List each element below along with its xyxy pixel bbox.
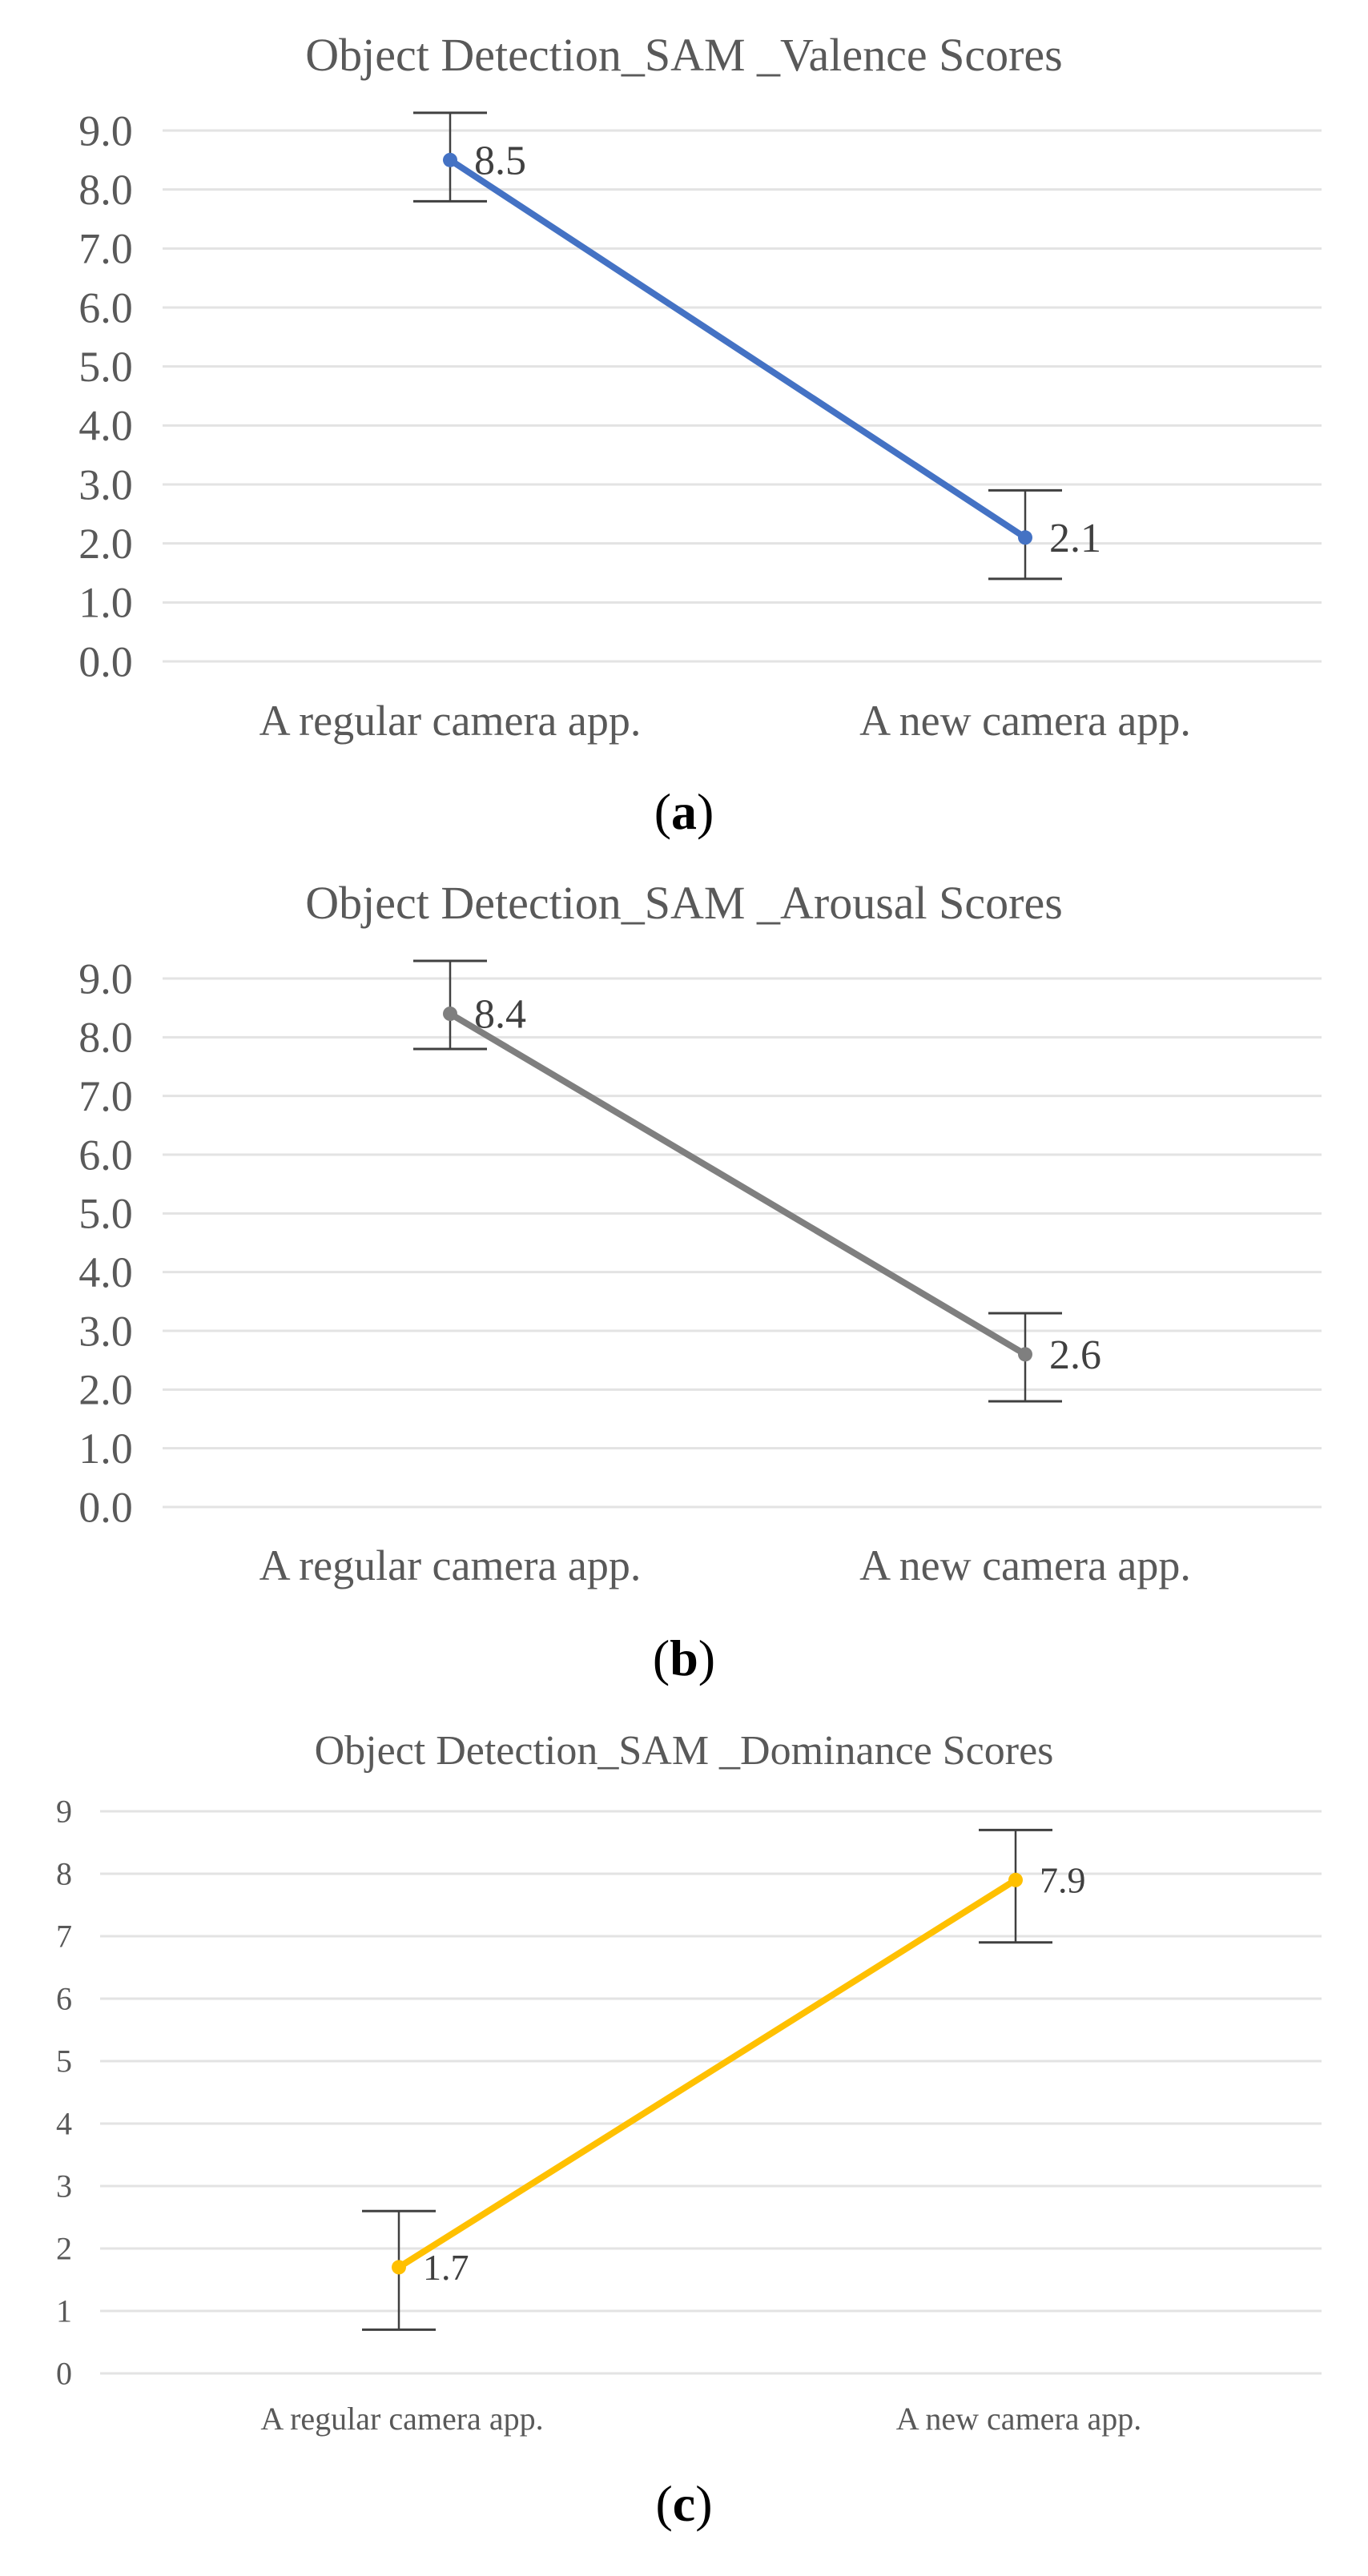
y-tick-label: 9	[56, 1793, 72, 1830]
chart-dominance	[56, 1728, 1322, 2532]
chart-title: Object Detection_SAM _Dominance Scores	[314, 1728, 1054, 1774]
y-tick-label: 3	[56, 2168, 72, 2204]
y-tick-label: 8.0	[78, 1013, 133, 1062]
y-tick-label: 5	[56, 2043, 72, 2080]
y-tick-label: 6.0	[78, 1131, 133, 1179]
chart-title: Object Detection_SAM _Arousal Scores	[305, 877, 1063, 929]
y-tick-label: 1	[56, 2293, 72, 2329]
data-label: 1.7	[423, 2247, 469, 2289]
y-tick-label: 5.0	[78, 1189, 133, 1238]
data-label: 8.5	[474, 138, 526, 184]
data-point-marker	[1018, 1347, 1032, 1361]
chart-title: Object Detection_SAM _Valence Scores	[305, 29, 1063, 81]
y-tick-label: 0	[56, 2355, 72, 2392]
y-tick-label: 3.0	[78, 460, 133, 509]
series-line	[450, 1014, 1025, 1354]
panel-caption: (a)	[654, 783, 714, 840]
data-label: 8.4	[474, 991, 526, 1038]
y-tick-label: 4	[56, 2105, 72, 2142]
y-tick-label: 2.0	[78, 1365, 133, 1414]
y-tick-label: 6.0	[78, 283, 133, 332]
series-line	[450, 160, 1025, 537]
x-category-label: A regular camera app.	[260, 2401, 544, 2437]
y-tick-label: 4.0	[78, 401, 133, 450]
y-tick-label: 9.0	[78, 954, 133, 1003]
y-tick-label: 7.0	[78, 224, 133, 273]
y-tick-label: 5.0	[78, 343, 133, 392]
y-tick-label: 8.0	[78, 166, 133, 215]
y-tick-label: 9.0	[78, 106, 133, 155]
y-tick-label: 2	[56, 2230, 72, 2267]
y-tick-label: 1.0	[78, 578, 133, 627]
y-tick-label: 7.0	[78, 1072, 133, 1121]
chart-valence	[78, 29, 1322, 840]
data-label: 2.1	[1049, 515, 1101, 561]
series-line	[399, 1880, 1016, 2268]
y-tick-label: 7	[56, 1918, 72, 1955]
data-point-marker	[443, 153, 457, 167]
data-label: 7.9	[1040, 1859, 1086, 1901]
y-tick-label: 3.0	[78, 1307, 133, 1356]
data-point-marker	[443, 1007, 457, 1021]
y-tick-label: 6	[56, 1980, 72, 2017]
panel-caption: (c)	[655, 2475, 713, 2532]
data-point-marker	[1018, 530, 1032, 545]
panel-caption: (b)	[652, 1630, 716, 1686]
x-category-label: A new camera app.	[859, 697, 1191, 745]
data-point-marker	[392, 2260, 406, 2274]
x-category-label: A new camera app.	[895, 2401, 1142, 2437]
y-tick-label: 1.0	[78, 1425, 133, 1473]
y-tick-label: 8	[56, 1855, 72, 1892]
data-label: 2.6	[1049, 1332, 1101, 1379]
y-tick-label: 2.0	[78, 520, 133, 569]
y-tick-label: 0.0	[78, 637, 133, 686]
x-category-label: A regular camera app.	[259, 1541, 642, 1589]
chart-arousal	[78, 877, 1322, 1686]
y-tick-label: 4.0	[78, 1248, 133, 1297]
data-point-marker	[1008, 1873, 1023, 1887]
x-category-label: A regular camera app.	[259, 697, 642, 745]
y-tick-label: 0.0	[78, 1483, 133, 1532]
x-category-label: A new camera app.	[859, 1541, 1191, 1589]
